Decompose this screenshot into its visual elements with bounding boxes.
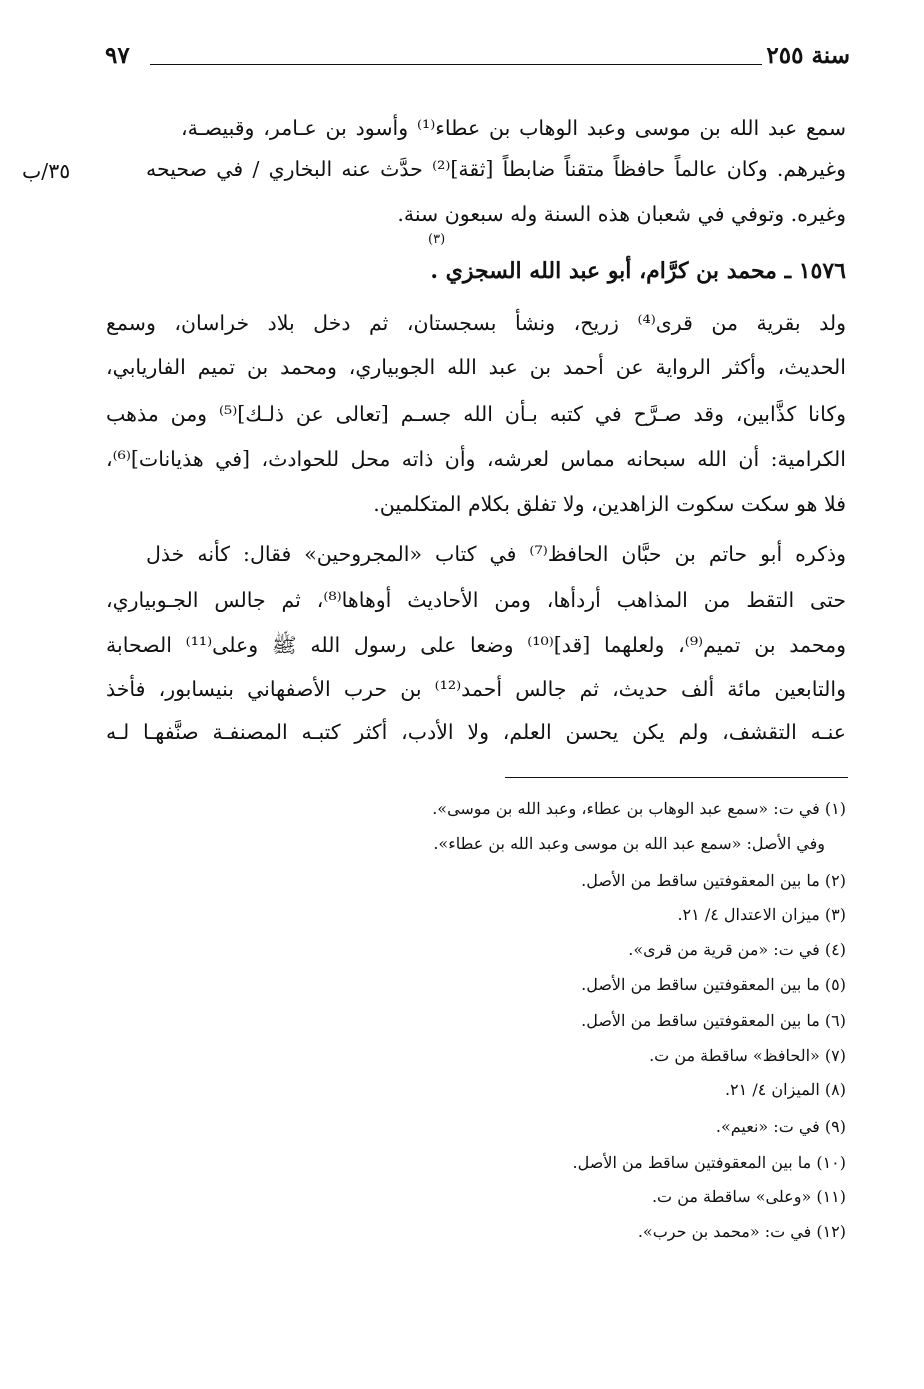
body-line: فلا هو سكت سكوت الزاهدين، ولا تفلق بكلام المتكلمين.: [373, 492, 846, 516]
page-header: [105, 42, 850, 82]
footnote: (١٢) في ت: «محمد بن حرب».: [637, 1222, 846, 1241]
heading-footnote-ref: (٣): [428, 232, 446, 247]
page-number: ٩٧: [105, 42, 130, 69]
body-line: عنـه التقشف، ولم يكن يحسن العلم، ولا الأدب، أكثر كتبـه المصنفـة صنَّفهـا لـه: [106, 720, 846, 744]
footnote: (٩) في ت: «نعيم».: [715, 1117, 846, 1136]
body-line: وغيرهم. وكان عالماً حافظاً متقناً ضابطاً [ثقة]⁽²⁾ حدَّث عنه البخاري / في صحيحه: [146, 157, 846, 181]
footnote: (٦) ما بين المعقوفتين ساقط من الأصل.: [581, 1011, 846, 1030]
body-line: الكرامية: أن الله سبحانه مماس لعرشه، وأن ذاته محل للحوادث، [في هذيانات]⁽⁶⁾،: [106, 447, 846, 471]
footnote: (٧) «الحافظ» ساقطة من ت.: [649, 1046, 846, 1065]
footnote: (٥) ما بين المعقوفتين ساقط من الأصل.: [581, 975, 846, 994]
body-line: وغيره. وتوفي في شعبان هذه السنة وله سبعون سنة.: [397, 202, 846, 226]
footnote: (١١) «وعلى» ساقطة من ت.: [651, 1187, 846, 1206]
entry-heading: ١٥٧٦ ـ محمد بن كرَّام، أبو عبد الله السجزي .: [430, 258, 846, 284]
footnote: (٨) الميزان ٤/ ٢١.: [724, 1080, 846, 1099]
body-line: الحديث، وأكثر الرواية عن أحمد بن عبد الله الجوبياري، ومحمد بن تميم الفاريابي،: [106, 355, 846, 379]
body-line: وذكره أبو حاتم بن حبَّان الحافظ⁽⁷⁾ في كتاب «المجروحين» فقال: كأنه خذل: [146, 542, 846, 566]
footnote: وفي الأصل: «سمع عبد الله بن موسى وعبد الله بن عطاء».: [433, 834, 825, 853]
running-head-year: سنة ٢٥٥: [766, 42, 850, 69]
body-line: وكانا كذَّابين، وقد صـرَّح في كتبه بـأن الله جسـم [تعالى عن ذلـك]⁽⁵⁾ ومن مذهب: [106, 402, 846, 426]
header-rule: [150, 64, 762, 65]
footnote: (١) في ت: «سمع عبد الوهاب بن عطاء، وعبد الله بن موسى».: [432, 799, 846, 818]
footnote: (٣) ميزان الاعتدال ٤/ ٢١.: [677, 905, 846, 924]
body-line: والتابعين مائة ألف حديث، ثم جالس أحمد⁽¹²⁾ بن حرب الأصفهاني بنيسابور، فأخذ: [106, 677, 846, 701]
body-line: حتى التقط من المذاهب أردأها، ومن الأحاديث أوهاها⁽⁸⁾، ثم جالس الجـوبياري،: [106, 588, 846, 612]
body-line: ولد بقرية من قرى⁽⁴⁾ زريح، ونشأ بسجستان، ثم دخل بلاد خراسان، وسمع: [106, 311, 846, 335]
footnote: (١٠) ما بين المعقوفتين ساقط من الأصل.: [572, 1153, 846, 1172]
body-line: ومحمد بن تميم⁽⁹⁾، ولعلهما [قد]⁽¹⁰⁾ وضعا على رسول الله ﷺ وعلى⁽¹¹⁾ الصحابة: [106, 633, 846, 657]
body-line: سمع عبد الله بن موسى وعبد الوهاب بن عطاء⁽¹⁾ وأسود بن عـامر، وقبيصـة،: [181, 116, 846, 140]
footnote: (٤) في ت: «من قرية من قرى».: [628, 940, 846, 959]
footnote-separator: [505, 777, 848, 778]
margin-folio-note: ٣٥/ب: [22, 159, 71, 183]
footnote: (٢) ما بين المعقوفتين ساقط من الأصل.: [581, 871, 846, 890]
